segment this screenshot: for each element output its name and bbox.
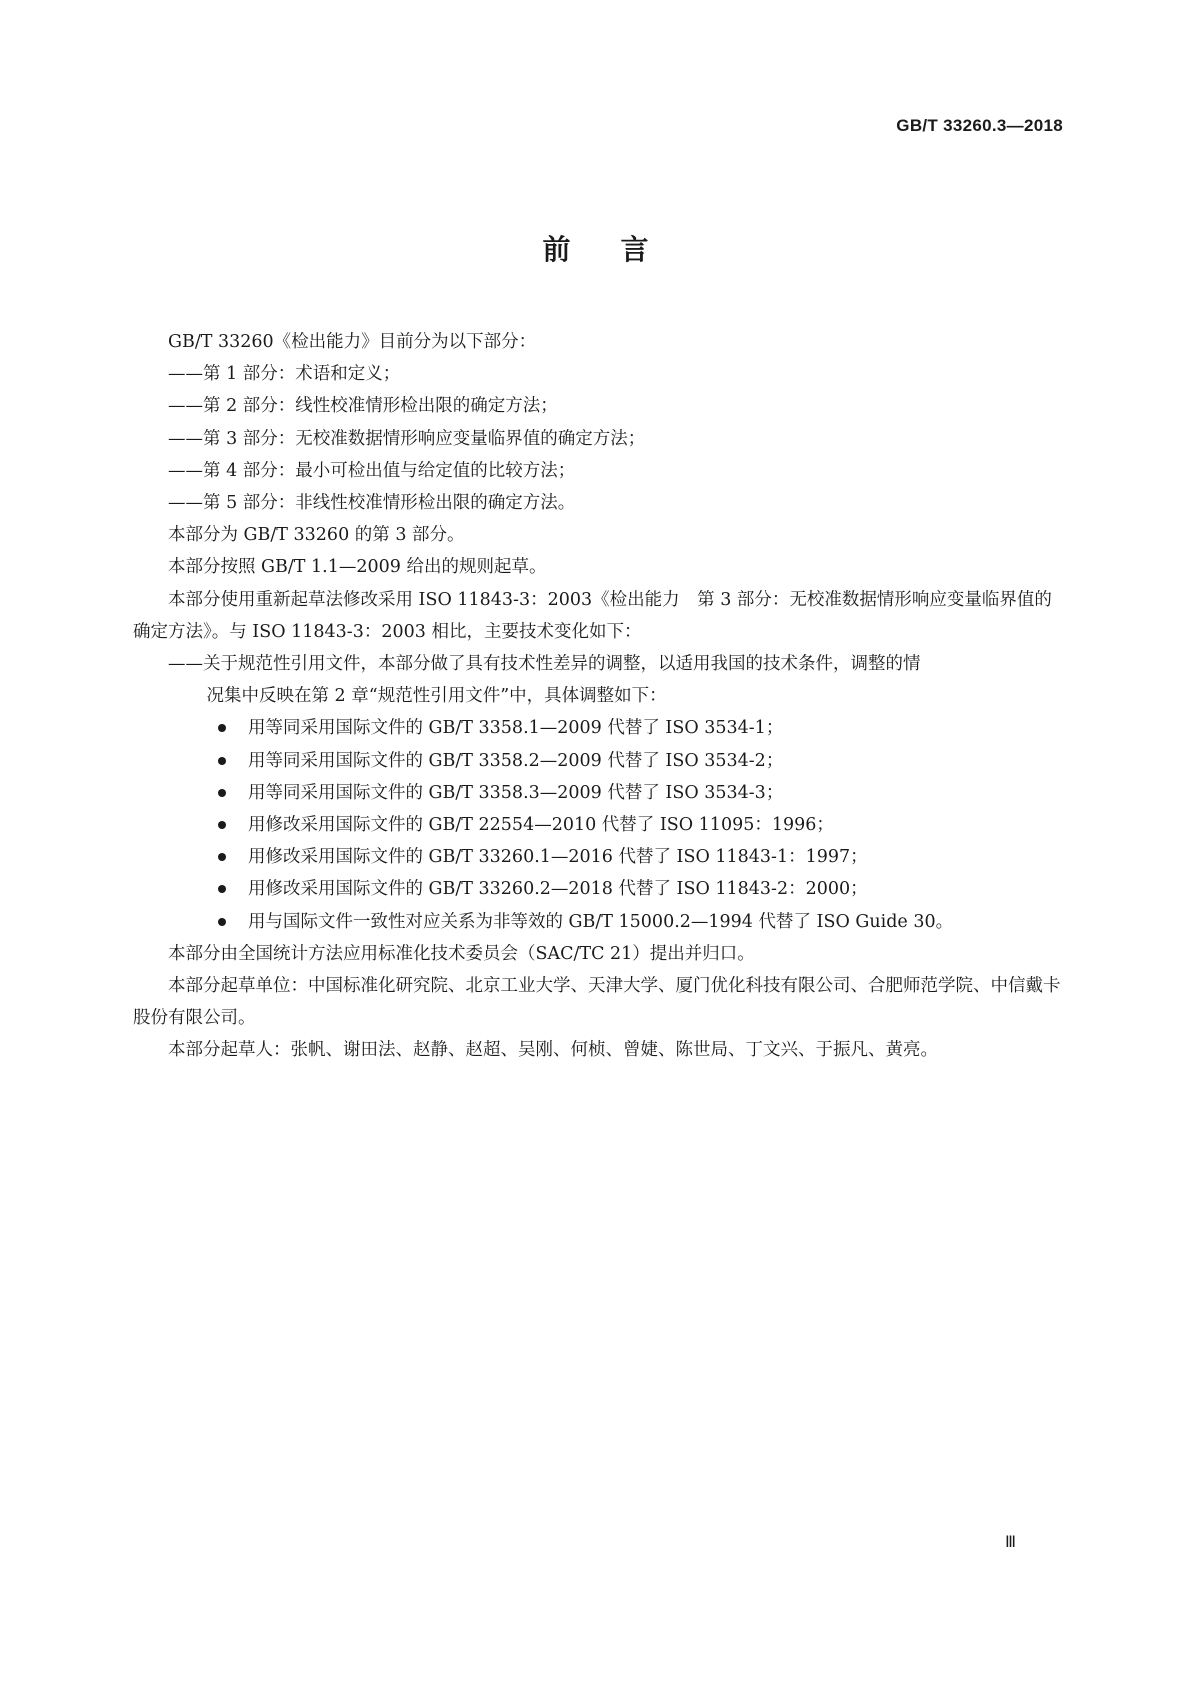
- preface-body: [133, 326, 1063, 1067]
- page-title: 前言: [542, 233, 699, 266]
- part-item: ——第 3 部分：无校准数据情形响应变量临界值的确定方法；: [168, 428, 646, 449]
- part-item: ——第 4 部分：最小可检出值与给定值的比较方法；: [168, 460, 576, 481]
- bullet-icon: [218, 853, 226, 861]
- adoption-paragraph: 本部分使用重新起草法修改采用 ISO 11843-3：2003《检出能力 第 3 部分：无校准数据情形响应变量临界值的确定方法》。与 ISO 11843-3：2003 相比，主要技术变化如下：: [133, 589, 1052, 642]
- change-item-line: 况集中反映在第 2 章“规范性引用文件”中，具体调整如下：: [206, 686, 667, 707]
- this-part-paragraph: 本部分为 GB/T 33260 的第 3 部分。: [168, 525, 465, 546]
- list-item: 用等同采用国际文件的 GB/T 3358.1—2009 代替了 ISO 3534-1；: [218, 712, 1063, 744]
- proposer-paragraph: 本部分由全国统计方法应用标准化技术委员会（SAC/TC 21）提出并归口。: [168, 943, 755, 964]
- list-item: 用等同采用国际文件的 GB/T 3358.2—2009 代替了 ISO 3534-2；: [218, 745, 1063, 777]
- drafters-paragraph: 本部分起草人：张帆、谢田法、赵静、赵超、吴刚、何桢、曾婕、陈世局、丁文兴、于振凡、黄亮。: [168, 1040, 938, 1061]
- bullet-icon: [218, 757, 226, 765]
- list-item: 用与国际文件一致性对应关系为非等效的 GB/T 15000.2—1994 代替了 ISO Guide 30。: [218, 906, 1063, 938]
- bullet-icon: [218, 789, 226, 797]
- page-number: Ⅲ: [1004, 1534, 1016, 1551]
- part-item: ——第 2 部分：线性校准情形检出限的确定方法；: [168, 396, 558, 417]
- adjustment-list: [133, 712, 1063, 937]
- drafting-rules-paragraph: 本部分按照 GB/T 1.1—2009 给出的规则起草。: [168, 557, 547, 578]
- bullet-icon: [218, 918, 226, 926]
- part-item: ——第 1 部分：术语和定义；: [168, 364, 401, 385]
- change-item-line: ——关于规范性引用文件，本部分做了具有技术性差异的调整，以适用我国的技术条件，调整的情: [168, 654, 921, 675]
- intro-paragraph: GB/T 33260《检出能力》目前分为以下部分：: [168, 332, 537, 352]
- bullet-icon: [218, 821, 226, 829]
- list-item: 用修改采用国际文件的 GB/T 22554—2010 代替了 ISO 11095：1996；: [218, 809, 1063, 841]
- list-item: 用修改采用国际文件的 GB/T 33260.2—2018 代替了 ISO 11843-2：2000；: [218, 873, 1063, 905]
- bullet-icon: [218, 885, 226, 893]
- list-item: 用修改采用国际文件的 GB/T 33260.1—2016 代替了 ISO 11843-1：1997；: [218, 841, 1063, 873]
- part-item: ——第 5 部分：非线性校准情形检出限的确定方法。: [168, 493, 576, 514]
- drafting-units-paragraph: 本部分起草单位：中国标准化研究院、北京工业大学、天津大学、厦门优化科技有限公司、合肥师范学院、中信戴卡股份有限公司。: [133, 976, 1061, 1029]
- standard-code: GB/T 33260.3—2018: [896, 116, 1063, 135]
- bullet-icon: [218, 724, 226, 732]
- list-item: 用等同采用国际文件的 GB/T 3358.3—2009 代替了 ISO 3534-3；: [218, 777, 1063, 809]
